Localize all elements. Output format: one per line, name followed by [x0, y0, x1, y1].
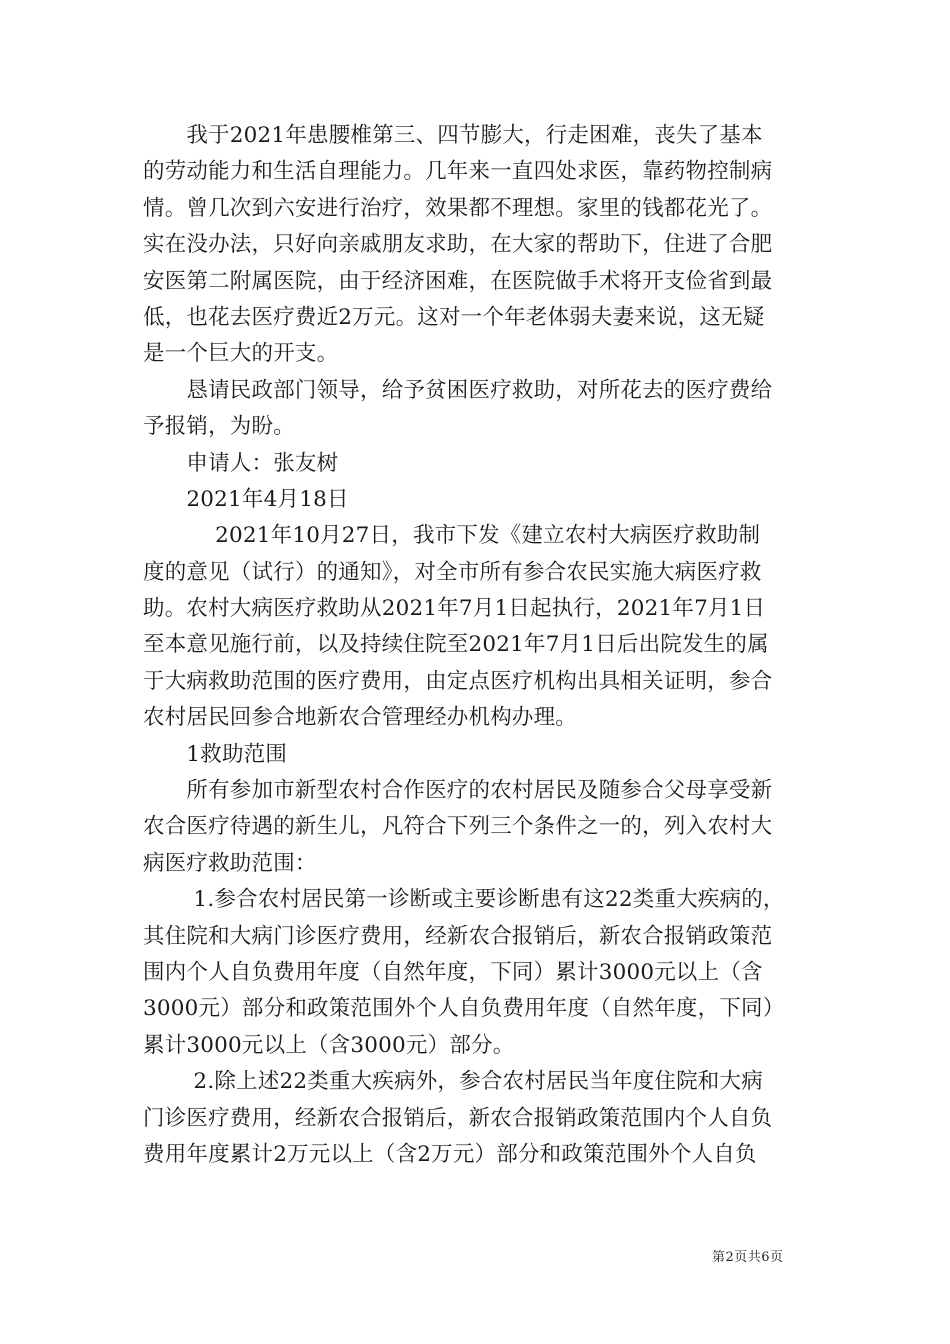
- text-line: 费用年度累计2万元以上（含2万元）部分和政策范围外个人自负: [143, 1141, 757, 1167]
- text-line: 农村居民回参合地新农合管理经办机构办理。: [143, 705, 578, 731]
- date-line: 2021年4月18日: [143, 486, 349, 512]
- text-line: 我于2021年患腰椎第三、四节膨大，行走困难，丧失了基本: [143, 123, 763, 148]
- text-line: 实在没办法，只好向亲戚朋友求助，在大家的帮助下，住进了合肥: [143, 232, 773, 258]
- text-line: 累计3000元以上（含3000元）部分。: [143, 1032, 515, 1058]
- text-line: 农合医疗待遇的新生儿，凡符合下列三个条件之一的，列入农村大: [143, 814, 773, 840]
- text-line: 病医疗救助范围：: [143, 850, 317, 876]
- text-line: 2021年10月27日，我市下发《建立农村大病医疗救助制: [143, 523, 761, 549]
- text-line: 予报销，为盼。: [143, 414, 295, 440]
- applicant-line: 申请人：张友树: [143, 450, 339, 476]
- text-line: 其住院和大病门诊医疗费用，经新农合报销后，新农合报销政策范: [143, 923, 773, 949]
- text-line: 2.除上述22类重大疾病外，参合农村居民当年度住院和大病: [143, 1069, 763, 1095]
- text-line: 至本意见施行前，以及持续住院至2021年7月1日后出院发生的属: [143, 632, 769, 658]
- text-line: 度的意见（试行）的通知》，对全市所有参合农民实施大病医疗救: [143, 559, 762, 585]
- text-line: 于大病救助范围的医疗费用，由定点医疗机构出具相关证明，参合: [143, 668, 773, 694]
- page-number: 第2页共6页: [712, 1250, 784, 1265]
- text-line: 3000元）部分和政策范围外个人自负费用年度（自然年度，下同）: [143, 996, 785, 1022]
- section-heading: 1救助范围: [143, 741, 288, 767]
- text-line: 恳请民政部门领导，给予贫困医疗救助，对所花去的医疗费给: [143, 377, 773, 403]
- text-line: 1.参合农村居民第一诊断或主要诊断患有这22类重大疾病的，: [143, 887, 785, 913]
- text-line: 门诊医疗费用，经新农合报销后，新农合报销政策范围内个人自负: [143, 1105, 773, 1131]
- text-line: 是一个巨大的开支。: [143, 341, 339, 367]
- text-line: 低，也花去医疗费近2万元。这对一个年老体弱夫妻来说，这无疑: [143, 304, 765, 330]
- text-line: 的劳动能力和生活自理能力。几年来一直四处求医，靠药物控制病: [143, 159, 773, 185]
- text-line: 所有参加市新型农村合作医疗的农村居民及随参合父母享受新: [143, 778, 773, 804]
- document-body: [143, 118, 805, 1173]
- text-line: 安医第二附属医院，由于经济困难，在医院做手术将开支俭省到最: [143, 268, 773, 294]
- text-line: 围内个人自负费用年度（自然年度，下同）累计3000元以上（含: [143, 959, 763, 985]
- text-line: 情。曾几次到六安进行治疗，效果都不理想。家里的钱都花光了。: [143, 195, 773, 221]
- text-line: 助。农村大病医疗救助从2021年7月1日起执行，2021年7月1日: [143, 596, 766, 622]
